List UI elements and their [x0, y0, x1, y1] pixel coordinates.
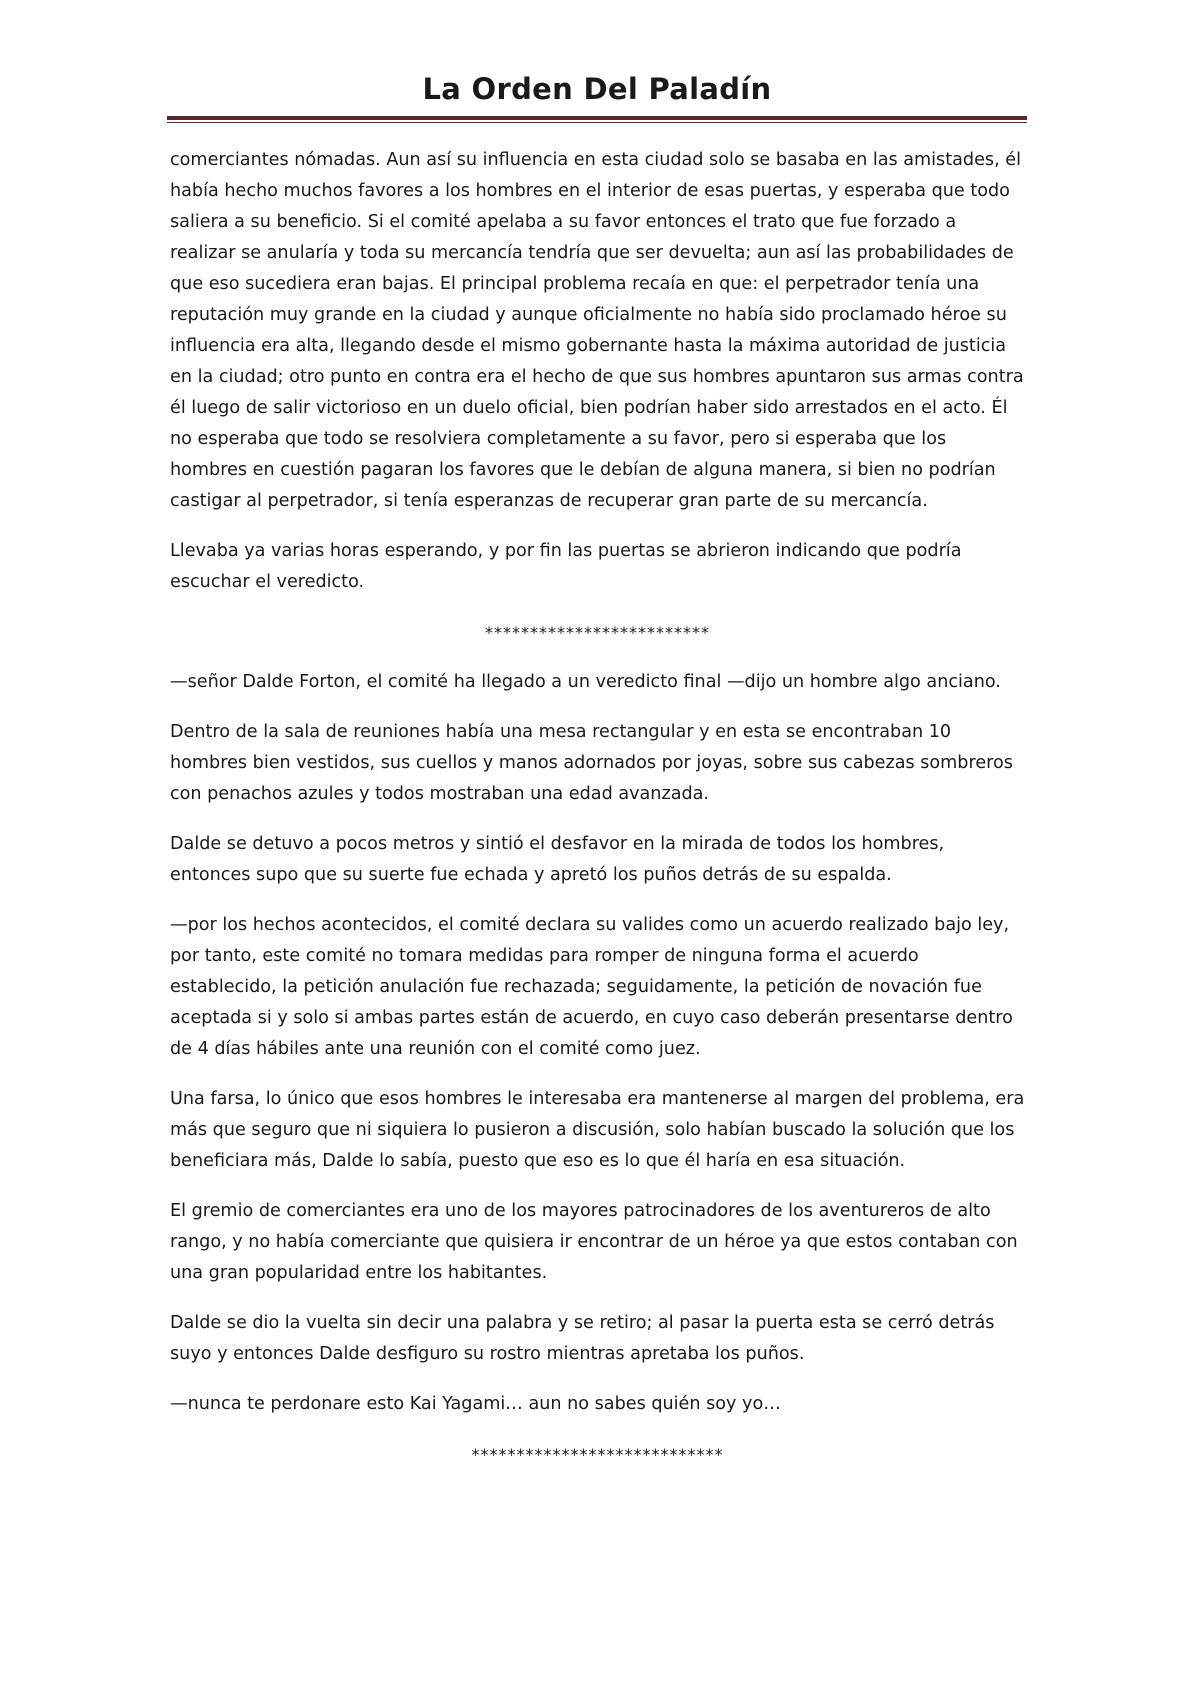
- paragraph-1: comerciantes nómadas. Aun así su influencia en esta ciudad solo se basaba en las amistades, él había hecho muchos favores a los hombres en el interior de esas puertas, y esperaba que todo saliera a su beneficio. Si el comité apelaba a su favor entonces el trato que fue forzado a realizar se anularía y toda su mercancía tendría que ser devuelta; aun así las probabilidades de que eso sucediera eran bajas. El principal problema recaía en que: el perpetrador tenía una reputación muy grande en la ciudad y aunque oficialmente no había sido proclamado héroe su influencia era alta, llegando desde el mismo gobernante hasta la máxima autoridad de justicia en la ciudad; otro punto en contra era el hecho de que sus hombres apuntaron sus armas contra él luego de salir victorioso en un duelo oficial, bien podrían haber sido arrestados en el acto. Él no esperaba que todo se resolviera completamente a su favor, pero si esperaba que los hombres en cuestión pagaran los favores que le debían de alguna manera, si bien no podrían castigar al perpetrador, si tenía esperanzas de recuperar gran parte de su mercancía.: [170, 150, 1024, 511]
- page-title: La Orden Del Paladín: [422, 72, 772, 106]
- paragraph-3: —señor Dalde Forton, el comité ha llegado a un veredicto final —dijo un hombre algo anciano.: [170, 672, 1001, 692]
- paragraph-9: Dalde se dio la vuelta sin decir una palabra y se retiro; al pasar la puerta esta se cerró detrás suyo y entonces Dalde desfiguro su rostro mientras apretaba los puños.: [170, 1313, 995, 1364]
- paragraph-4: Dentro de la sala de reuniones había una mesa rectangular y en esta se encontraban 10 hombres bien vestidos, sus cuellos y manos adornados por joyas, sobre sus cabezas sombreros con penachos azules y todos mostraban una edad avanzada.: [170, 722, 1013, 804]
- paragraph-8: El gremio de comerciantes era uno de los mayores patrocinadores de los aventureros de alto rango, y no había comerciante que quisiera ir encontrar de un héroe ya que estos contaban con una gran popularidad entre los habitantes.: [170, 1201, 1018, 1283]
- document-body: [170, 145, 1025, 1489]
- paragraph-5: Dalde se detuvo a pocos metros y sintió el desfavor en la mirada de todos los hombres, entonces supo que su suerte fue echada y apretó los puños detrás de su espalda.: [170, 834, 945, 885]
- scene-separator-1: *************************: [485, 623, 710, 642]
- paragraph-6: —por los hechos acontecidos, el comité declara su valides como un acuerdo realizado bajo ley, por tanto, este comité no tomara medidas para romper de ninguna forma el acuerdo establecido, la petición anulación fue rechazada; seguidamente, la petición de novación fue aceptada si y solo si ambas partes están de acuerdo, en cuyo caso deberán presentarse dentro de 4 días hábiles ante una reunión con el comité como juez.: [170, 915, 1013, 1059]
- header-divider: [167, 116, 1027, 123]
- scene-separator-2: ****************************: [471, 1445, 724, 1464]
- paragraph-2: Llevaba ya varias horas esperando, y por fin las puertas se abrieron indicando que podría escuchar el veredicto.: [170, 541, 962, 592]
- page-header: [167, 68, 1027, 123]
- paragraph-10: —nunca te perdonare esto Kai Yagami… aun no sabes quién soy yo…: [170, 1394, 781, 1414]
- paragraph-7: Una farsa, lo único que esos hombres le interesaba era mantenerse al margen del problema, era más que seguro que ni siquiera lo pusieron a discusión, solo habían buscado la solución que los beneficiara más, Dalde lo sabía, puesto que eso es lo que él haría en esa situación.: [170, 1089, 1025, 1171]
